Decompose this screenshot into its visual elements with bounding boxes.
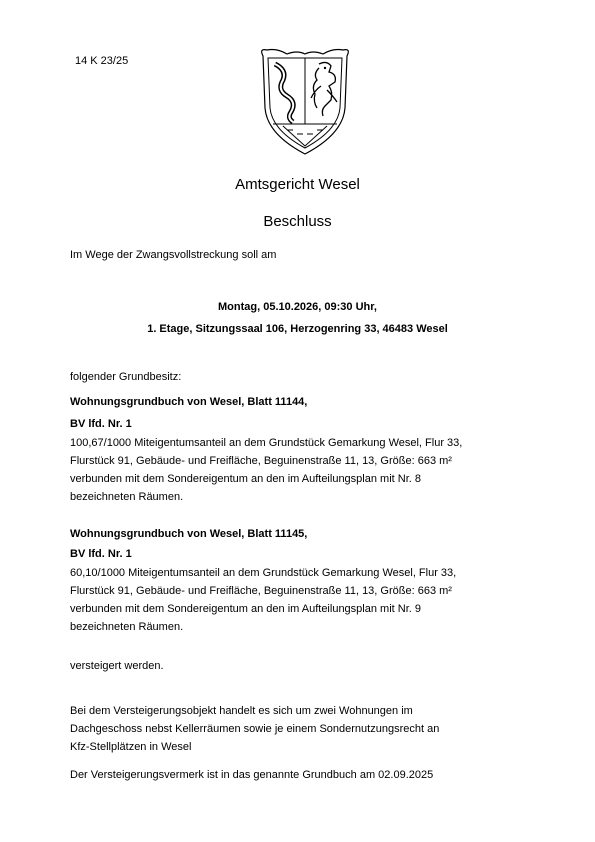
appointment-location: 1. Etage, Sitzungssaal 106, Herzogenring 33, 46483 Wesel bbox=[147, 323, 448, 335]
court-name: Amtsgericht Wesel bbox=[235, 176, 360, 193]
property-entry bbox=[70, 524, 540, 636]
description-line: Dachgeschoss nebst Kellerräumen sowie je einem Sondernutzungsrecht an bbox=[70, 723, 440, 735]
property-line: 100,67/1000 Miteigentumsanteil an dem Grundstück Gemarkung Wesel, Flur 33, bbox=[70, 437, 463, 449]
property-title: Wohnungsgrundbuch von Wesel, Blatt 11145, bbox=[70, 528, 308, 540]
vermerk-text: Der Versteigerungsvermerk ist in das genannte Grundbuch am 02.09.2025 bbox=[70, 769, 434, 781]
property-entry bbox=[70, 390, 540, 506]
object-description bbox=[70, 702, 540, 756]
property-title: Wohnungsgrundbuch von Wesel, Blatt 11144, bbox=[70, 396, 308, 408]
nrw-coat-of-arms-icon bbox=[257, 46, 353, 158]
case-number: 14 K 23/25 bbox=[75, 55, 129, 67]
description-line: Bei dem Versteigerungsobjekt handelt es sich um zwei Wohnungen im bbox=[70, 705, 413, 717]
property-line: verbunden mit dem Sondereigentum an den im Aufteilungsplan mit Nr. 9 bbox=[70, 603, 421, 615]
property-lead: folgender Grundbesitz: bbox=[70, 371, 182, 383]
property-line: Flurstück 91, Gebäude- und Freifläche, Beguinenstraße 11, 13, Größe: 663 m² bbox=[70, 585, 452, 597]
property-line: bezeichneten Räumen. bbox=[70, 621, 184, 633]
property-line: verbunden mit dem Sondereigentum an den im Aufteilungsplan mit Nr. 8 bbox=[70, 473, 421, 485]
appointment-block bbox=[0, 296, 595, 340]
description-line: Kfz-Stellplätzen in Wesel bbox=[70, 741, 192, 753]
property-line: bezeichneten Räumen. bbox=[70, 491, 184, 503]
property-line: 60,10/1000 Miteigentumsanteil an dem Grundstück Gemarkung Wesel, Flur 33, bbox=[70, 567, 457, 579]
property-bv: BV lfd. Nr. 1 bbox=[70, 548, 132, 560]
intro-text: Im Wege der Zwangsvollstreckung soll am bbox=[70, 249, 277, 261]
appointment-date-time: Montag, 05.10.2026, 09:30 Uhr, bbox=[218, 301, 377, 313]
auction-phrase: versteigert werden. bbox=[70, 660, 164, 672]
property-bv: BV lfd. Nr. 1 bbox=[70, 418, 132, 430]
document-title: Beschluss bbox=[263, 213, 332, 230]
property-line: Flurstück 91, Gebäude- und Freifläche, Beguinenstraße 11, 13, Größe: 663 m² bbox=[70, 455, 452, 467]
